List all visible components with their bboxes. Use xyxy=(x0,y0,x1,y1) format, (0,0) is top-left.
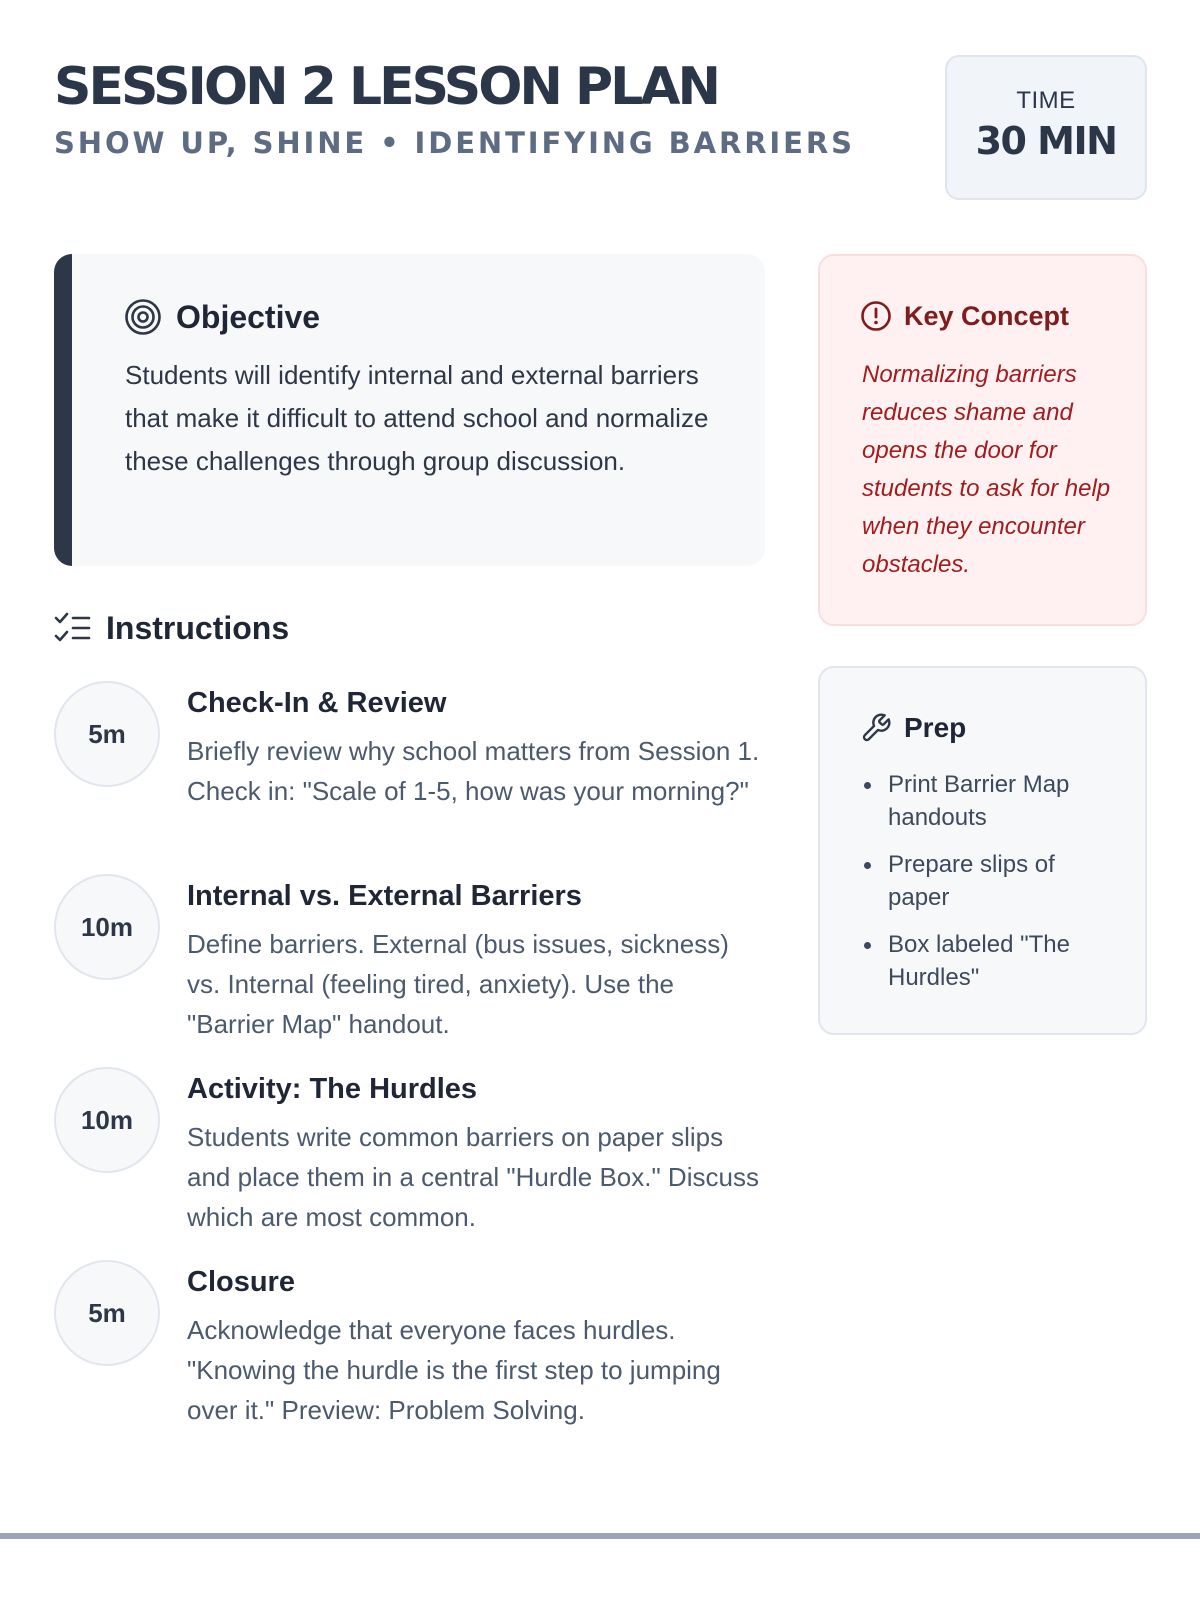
objective-text: Students will identify internal and external barriers that make it difficult to attend school and normalize these challenges through group discussion. xyxy=(125,360,709,476)
step-barriers xyxy=(54,874,774,1067)
prep-item: Box labeled "The Hurdles" xyxy=(862,928,1112,994)
step-title: Internal vs. External Barriers xyxy=(187,880,582,912)
step-description: Define barriers. External (bus issues, sickness) vs. Internal (feeling tired, anxiety). Use the "Barrier Map" handout. xyxy=(187,929,729,1039)
step-duration-badge: 5m xyxy=(54,681,160,787)
objective-header xyxy=(124,298,320,336)
key-concept-title: Key Concept xyxy=(904,300,1070,331)
key-concept-text: Normalizing barriers reduces shame and opens the door for students to ask for help when they encounter obstacles. xyxy=(862,361,1111,578)
objective-title: Objective xyxy=(176,298,321,335)
step-duration-badge: 5m xyxy=(54,1260,160,1366)
header xyxy=(54,56,855,160)
time-label: TIME xyxy=(1016,87,1076,114)
step-description: Students write common barriers on paper slips and place them in a central "Hurdle Box." Discuss which are most common. xyxy=(187,1122,759,1232)
prep-item: Print Barrier Map handouts xyxy=(862,768,1112,834)
alert-circle-icon xyxy=(860,300,892,332)
instruction-steps xyxy=(54,681,774,1453)
step-check-in xyxy=(54,681,774,874)
step-description: Briefly review why school matters from Session 1. Check in: "Scale of 1-5, how was your morning?" xyxy=(187,736,760,806)
key-concept-header xyxy=(860,300,1069,332)
instructions-header xyxy=(54,610,289,647)
wrench-icon xyxy=(860,712,892,744)
page-title: SESSION 2 LESSON PLAN xyxy=(54,57,719,117)
prep-title: Prep xyxy=(904,712,967,743)
prep-card xyxy=(818,666,1147,1035)
footer-divider xyxy=(0,1533,1200,1539)
step-description: Acknowledge that everyone faces hurdles. "Knowing the hurdle is the first step to jumping over it." Preview: Problem Solving. xyxy=(187,1315,721,1425)
prep-item: Prepare slips of paper xyxy=(862,848,1112,914)
step-duration-badge: 10m xyxy=(54,874,160,980)
target-icon xyxy=(124,298,162,336)
step-activity xyxy=(54,1067,774,1260)
objective-card xyxy=(54,254,765,566)
page-subtitle: SHOW UP, SHINE • IDENTIFYING BARRIERS xyxy=(54,126,855,160)
step-closure xyxy=(54,1260,774,1453)
time-value: 30 MIN xyxy=(975,119,1117,163)
step-title: Activity: The Hurdles xyxy=(187,1073,478,1105)
checklist-icon xyxy=(54,612,92,646)
time-badge xyxy=(945,55,1147,200)
instructions-title: Instructions xyxy=(106,610,290,646)
step-duration-badge: 10m xyxy=(54,1067,160,1173)
step-title: Check-In & Review xyxy=(187,687,447,719)
step-title: Closure xyxy=(187,1266,295,1298)
key-concept-card xyxy=(818,254,1147,626)
prep-list xyxy=(862,768,1112,1008)
prep-header xyxy=(860,712,966,744)
